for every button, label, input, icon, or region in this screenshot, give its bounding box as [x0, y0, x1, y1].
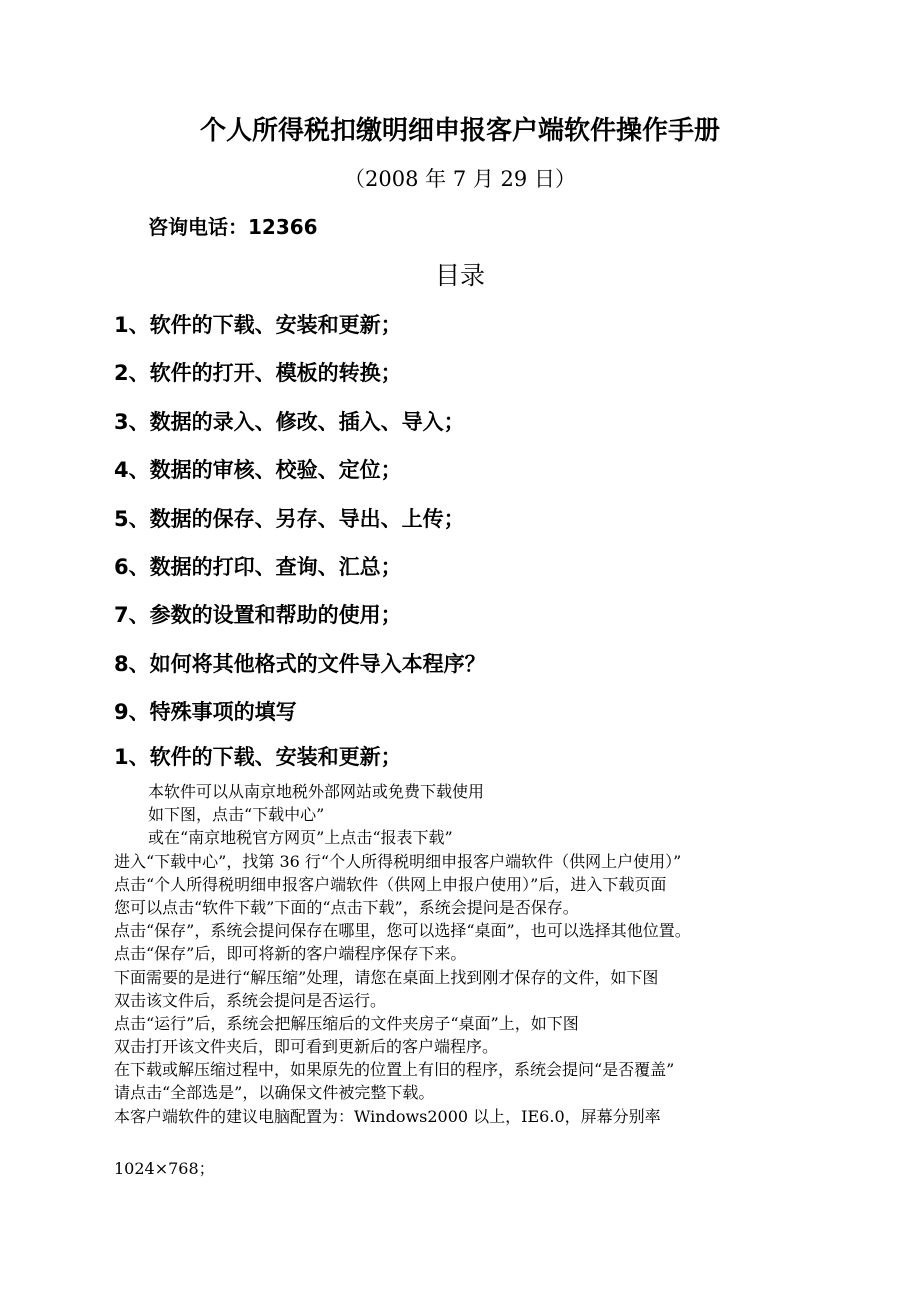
body-line: 点击“保存”，系统会提问保存在哪里，您可以选择“桌面”，也可以选择其他位置。 [114, 921, 691, 941]
toc-item: 6、数据的打印、查询、汇总； [114, 554, 402, 579]
document-title: 个人所得税扣缴明细申报客户端软件操作手册 [199, 116, 720, 146]
body-line: 点击“个人所得税明细申报客户端软件（供网上申报户使用）”后，进入下载页面 [114, 874, 667, 894]
body-line: 双击该文件后，系统会提问是否运行。 [114, 990, 387, 1010]
section-heading: 1、软件的下载、安装和更新； [114, 745, 402, 769]
body-line: 如下图，点击“下载中心” [148, 805, 325, 825]
body-line: 本客户端软件的建议电脑配置为：Windows2000 以上，IE6.0，屏幕分别率 [114, 1106, 661, 1126]
toc-item: 3、数据的录入、修改、插入、导入； [114, 409, 465, 434]
toc-heading: 目录 [434, 261, 485, 290]
body-line: 点击“运行”后，系统会把解压缩后的文件夹房子“桌面”上，如下图 [114, 1013, 579, 1033]
body-line: 本软件可以从南京地税外部网站或免费下载使用 [148, 782, 485, 801]
toc-item: 7、参数的设置和帮助的使用； [114, 603, 402, 628]
toc-item: 1、软件的下载、安装和更新； [114, 313, 402, 337]
screen-resolution: 1024×768； [114, 1159, 215, 1178]
body-line: 下面需要的是进行“解压缩”处理，请您在桌面上找到刚才保存的文件，如下图 [114, 967, 659, 987]
body-line: 双击打开该文件夹后，即可看到更新后的客户端程序。 [114, 1037, 499, 1057]
consult-phone: 咨询电话：12366 [148, 215, 318, 239]
body-line: 您可以点击“软件下载”下面的“点击下载”，系统会提问是否保存。 [114, 897, 579, 917]
toc-item: 9、特殊事项的填写 [114, 700, 297, 725]
toc-item: 5、数据的保存、另存、导出、上传； [114, 506, 465, 531]
section-body [114, 780, 914, 1128]
table-of-contents [114, 305, 486, 741]
toc-item: 8、如何将其他格式的文件导入本程序？ [114, 651, 486, 676]
body-line: 请点击“全部选是”，以确保文件被完整下载。 [114, 1083, 435, 1103]
body-line: 点击“保存”后，即可将新的客户端程序保存下来。 [114, 944, 467, 964]
body-line: 或在“南京地税官方网页”上点击“报表下载” [148, 828, 453, 848]
toc-item: 2、软件的打开、模板的转换； [114, 361, 402, 386]
document-date: （2008 年 7 月 29 日） [344, 167, 576, 191]
body-line: 在下载或解压缩过程中，如果原先的位置上有旧的程序，系统会提问“是否覆盖” [114, 1060, 675, 1080]
toc-item: 4、数据的审核、校验、定位； [114, 458, 402, 483]
body-line: 进入“下载中心”，找第 36 行“个人所得税明细申报客户端软件（供网上户使用）” [114, 851, 682, 871]
